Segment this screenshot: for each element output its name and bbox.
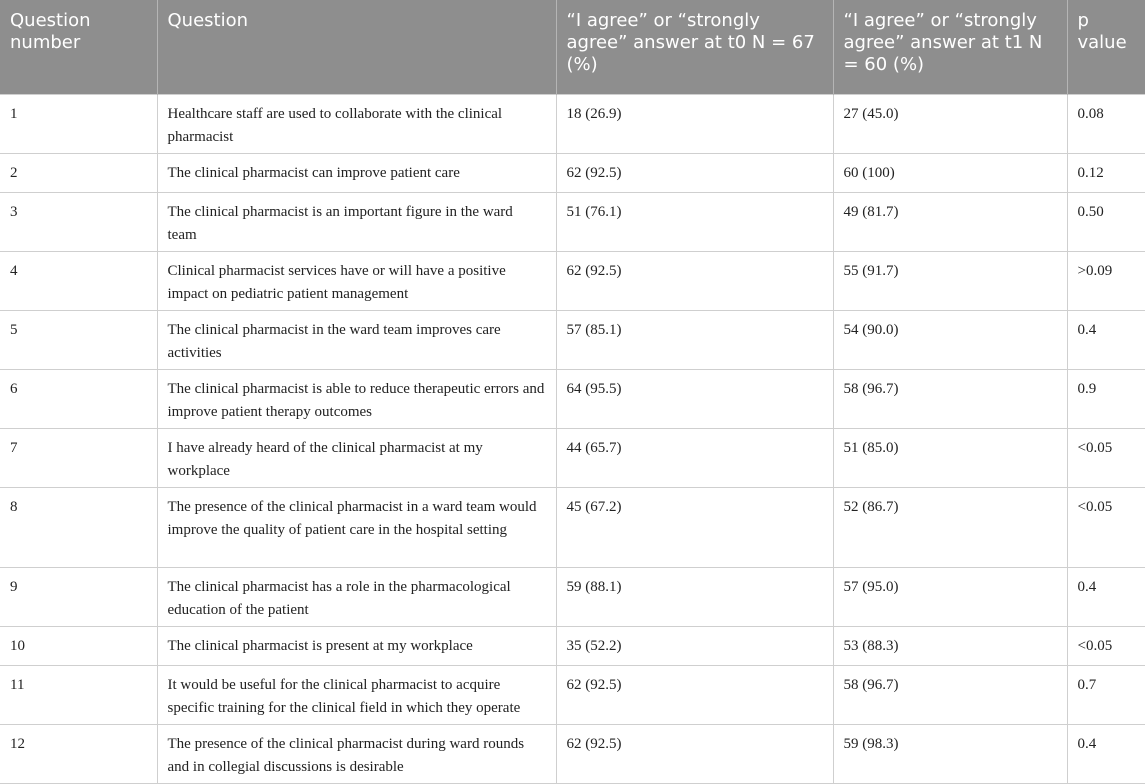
- cell-agree-t1: 60 (100): [833, 154, 1067, 193]
- table-row: [0, 193, 1145, 252]
- cell-agree-t0: 62 (92.5): [556, 252, 833, 311]
- header-agree-t1: “I agree” or “strongly agree” answer at t1 N = 60 (%): [833, 0, 1067, 95]
- cell-p-value: <0.05: [1067, 488, 1145, 568]
- cell-question-number: 11: [0, 666, 157, 725]
- table-row: [0, 568, 1145, 627]
- cell-agree-t1: 49 (81.7): [833, 193, 1067, 252]
- cell-agree-t0: 62 (92.5): [556, 154, 833, 193]
- cell-agree-t0: 45 (67.2): [556, 488, 833, 568]
- cell-p-value: <0.05: [1067, 429, 1145, 488]
- cell-question-number: 1: [0, 95, 157, 154]
- cell-agree-t0: 51 (76.1): [556, 193, 833, 252]
- header-p-value: p value: [1067, 0, 1145, 95]
- cell-p-value: 0.4: [1067, 725, 1145, 784]
- table-row: [0, 666, 1145, 725]
- table-row: [0, 429, 1145, 488]
- cell-agree-t1: 57 (95.0): [833, 568, 1067, 627]
- cell-question-text: The clinical pharmacist has a role in the pharmacological education of the patient: [157, 568, 556, 627]
- cell-agree-t1: 59 (98.3): [833, 725, 1067, 784]
- cell-question-number: 8: [0, 488, 157, 568]
- cell-question-text: Clinical pharmacist services have or will have a positive impact on pediatric patient management: [157, 252, 556, 311]
- cell-p-value: <0.05: [1067, 627, 1145, 666]
- cell-agree-t1: 58 (96.7): [833, 666, 1067, 725]
- cell-question-number: 3: [0, 193, 157, 252]
- cell-agree-t0: 64 (95.5): [556, 370, 833, 429]
- cell-p-value: 0.4: [1067, 311, 1145, 370]
- header-agree-t0: “I agree” or “strongly agree” answer at t0 N = 67 (%): [556, 0, 833, 95]
- table-row: [0, 725, 1145, 784]
- cell-question-number: 2: [0, 154, 157, 193]
- cell-question-number: 6: [0, 370, 157, 429]
- cell-agree-t0: 35 (52.2): [556, 627, 833, 666]
- cell-question-text: Healthcare staff are used to collaborate with the clinical pharmacist: [157, 95, 556, 154]
- cell-p-value: 0.9: [1067, 370, 1145, 429]
- cell-question-text: The clinical pharmacist is present at my workplace: [157, 627, 556, 666]
- cell-question-text: The presence of the clinical pharmacist in a ward team would improve the quality of patient care in the hospital setting: [157, 488, 556, 568]
- header-question-number: Question number: [0, 0, 157, 95]
- cell-question-number: 7: [0, 429, 157, 488]
- table-row: [0, 627, 1145, 666]
- table-row: [0, 154, 1145, 193]
- cell-question-text: The clinical pharmacist can improve patient care: [157, 154, 556, 193]
- cell-question-text: The clinical pharmacist in the ward team improves care activities: [157, 311, 556, 370]
- cell-p-value: 0.4: [1067, 568, 1145, 627]
- cell-p-value: 0.50: [1067, 193, 1145, 252]
- cell-question-text: It would be useful for the clinical pharmacist to acquire specific training for the clinical field in which they operate: [157, 666, 556, 725]
- cell-agree-t0: 62 (92.5): [556, 666, 833, 725]
- cell-agree-t1: 58 (96.7): [833, 370, 1067, 429]
- cell-agree-t1: 27 (45.0): [833, 95, 1067, 154]
- cell-question-text: The presence of the clinical pharmacist during ward rounds and in collegial discussions is desirable: [157, 725, 556, 784]
- cell-p-value: 0.12: [1067, 154, 1145, 193]
- cell-question-number: 4: [0, 252, 157, 311]
- table-row: [0, 488, 1145, 568]
- cell-p-value: >0.09: [1067, 252, 1145, 311]
- cell-agree-t0: 62 (92.5): [556, 725, 833, 784]
- table-row: [0, 252, 1145, 311]
- cell-p-value: 0.08: [1067, 95, 1145, 154]
- table-row: [0, 370, 1145, 429]
- cell-agree-t1: 52 (86.7): [833, 488, 1067, 568]
- cell-agree-t0: 18 (26.9): [556, 95, 833, 154]
- cell-agree-t1: 55 (91.7): [833, 252, 1067, 311]
- cell-question-text: The clinical pharmacist is able to reduce therapeutic errors and improve patient therapy outcomes: [157, 370, 556, 429]
- cell-agree-t0: 44 (65.7): [556, 429, 833, 488]
- table-row: [0, 95, 1145, 154]
- cell-question-number: 5: [0, 311, 157, 370]
- cell-p-value: 0.7: [1067, 666, 1145, 725]
- cell-agree-t1: 54 (90.0): [833, 311, 1067, 370]
- header-question: Question: [157, 0, 556, 95]
- table-row: [0, 311, 1145, 370]
- cell-question-text: The clinical pharmacist is an important figure in the ward team: [157, 193, 556, 252]
- cell-question-text: I have already heard of the clinical pharmacist at my workplace: [157, 429, 556, 488]
- cell-question-number: 10: [0, 627, 157, 666]
- cell-agree-t1: 51 (85.0): [833, 429, 1067, 488]
- cell-question-number: 9: [0, 568, 157, 627]
- header-row: [0, 0, 1145, 95]
- cell-question-number: 12: [0, 725, 157, 784]
- cell-agree-t0: 59 (88.1): [556, 568, 833, 627]
- cell-agree-t1: 53 (88.3): [833, 627, 1067, 666]
- cell-agree-t0: 57 (85.1): [556, 311, 833, 370]
